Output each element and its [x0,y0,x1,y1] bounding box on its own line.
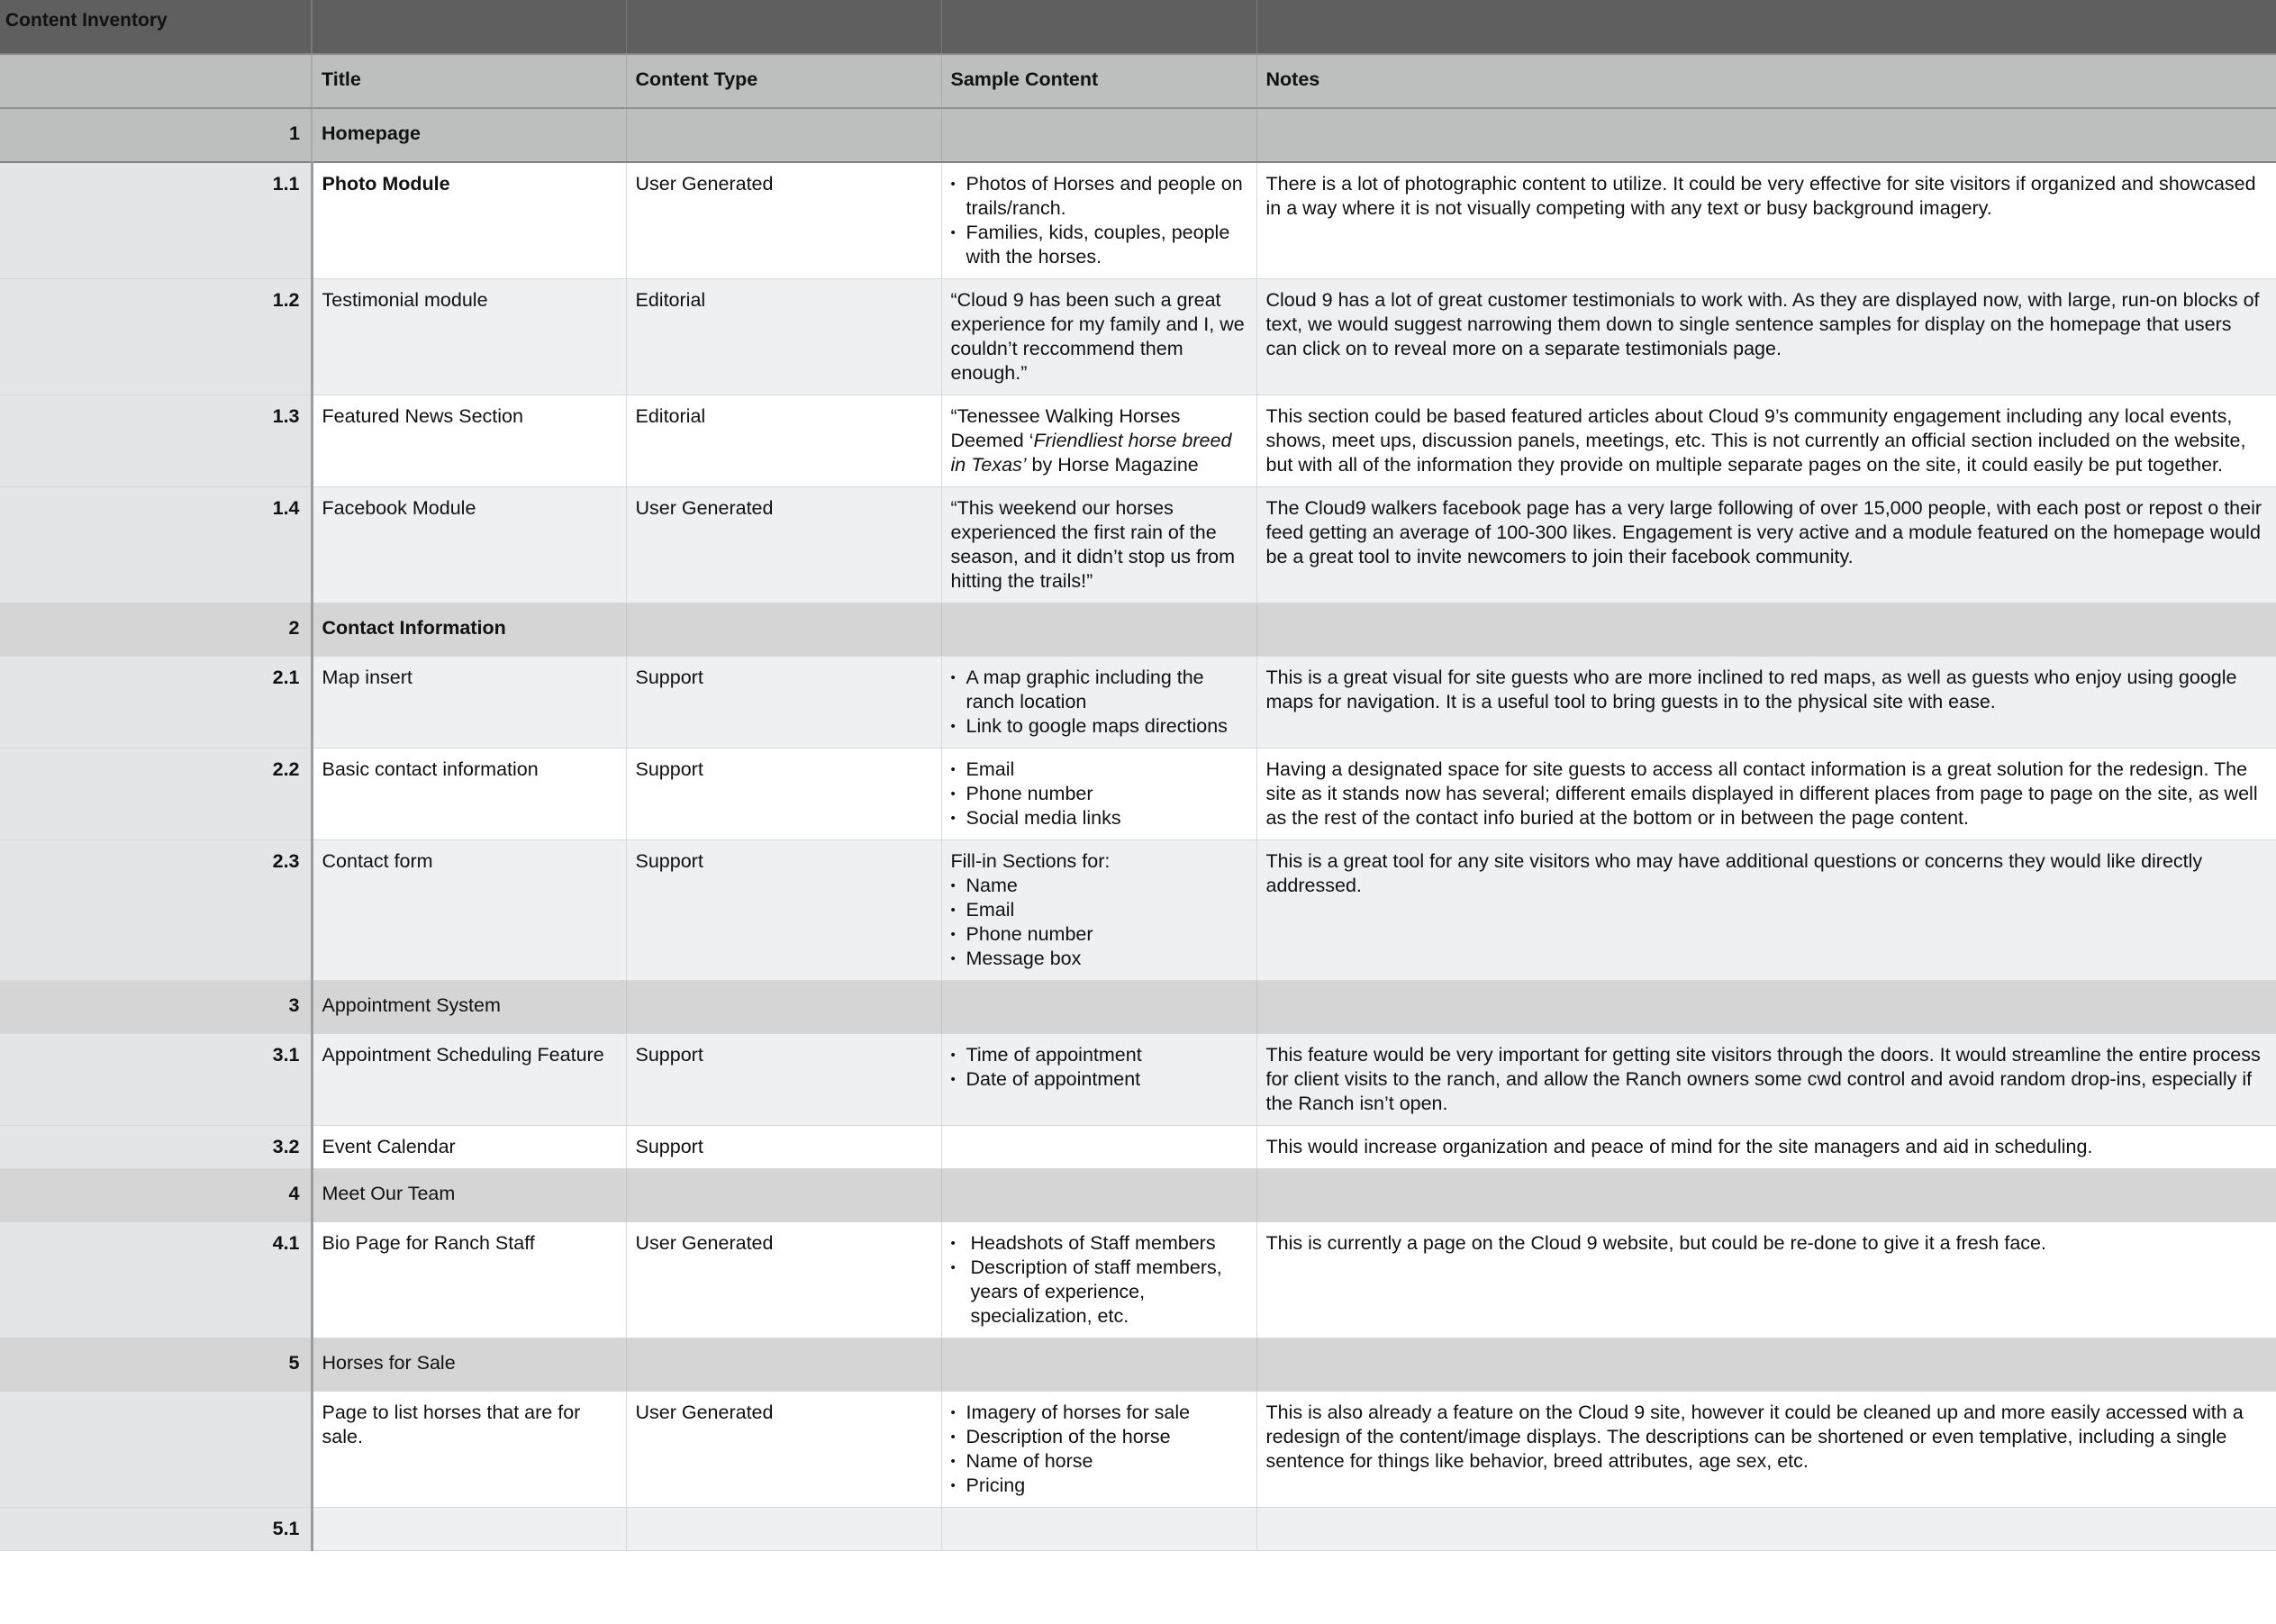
sample-content-cell[interactable] [941,840,1256,981]
notes-cell[interactable]: This is a great visual for site guests who are more inclined to red maps, as well as guests who enjoy using google maps for navigation. It is a useful tool to bring guests in to the physical site with ease. [1256,657,2276,748]
bullet-item: • Time of appointment [951,1043,1247,1067]
bullet-item: • Phone number [951,782,1247,806]
bullet-item: • Phone number [951,922,1247,947]
bullet-item: • Link to google maps directions [951,714,1247,739]
title-cell[interactable]: Testimonial module [312,279,626,395]
bullet-item: • Headshots of Staff members [951,1231,1247,1256]
section-title-cell[interactable]: Homepage [312,108,626,162]
table-cell[interactable] [626,108,941,162]
table-row [0,840,2276,981]
content-type-cell[interactable]: Editorial [626,395,941,487]
row-number-cell[interactable]: 2.3 [0,840,312,981]
table-row [0,657,2276,748]
bullet-item: • Families, kids, couples, people with the horses. [951,221,1247,269]
section-title-cell[interactable]: Meet Our Team [312,1169,626,1222]
notes-cell[interactable]: Cloud 9 has a lot of great customer testimonials to work with. As they are displayed now, with large, run-on blocks of text, we would suggest narrowing them down to single sentence samples for display on the homepage that users can click on to reveal more on a separate testimonials page. [1256,279,2276,395]
title-cell[interactable]: Facebook Module [312,487,626,603]
sample-lead-text: Fill-in Sections for: [950,850,1111,872]
notes-cell[interactable]: This section could be based featured articles about Cloud 9’s community engagement including any local events, shows, meet ups, discussion panels, meetings, etc. This is not currently an official section included on the website, but with all of the information they provide on multiple separate pages on the site, it could easily be put together. [1256,395,2276,487]
sample-text: by Horse Magazine [1026,454,1199,476]
title-cell[interactable]: Contact form [312,840,626,981]
row-number-cell[interactable]: 2.2 [0,748,312,840]
table-row [0,1392,2276,1508]
table-cell[interactable] [626,603,941,657]
section-row-horses-for-sale [0,1338,2276,1392]
table-row [0,1222,2276,1338]
title-cell[interactable]: Photo Module [312,162,626,279]
section-row-meet-our-team [0,1169,2276,1222]
sample-text: “Tenessee Walking Horses Deemed ‘ [950,405,1181,451]
title-bar-cell[interactable] [941,0,1256,54]
title-cell[interactable]: Basic contact information [312,748,626,840]
sample-content-cell[interactable] [941,162,1256,279]
sample-content-cell[interactable]: “This weekend our horses experienced the first rain of the season, and it didn’t stop us from hitting the trails!” [941,487,1256,603]
title-cell[interactable]: Map insert [312,657,626,748]
row-number-cell[interactable]: 1.4 [0,487,312,603]
notes-cell[interactable]: The Cloud9 walkers facebook page has a very large following of over 15,000 people, with each post or repost o their feed getting an average of 100-300 likes. Engagement is very active and a module featured on the homepage would be a great tool to invite newcomers to join their facebook community. [1256,487,2276,603]
table-row [0,279,2276,395]
notes-cell[interactable]: This is a great tool for any site visitors who may have additional questions or concerns they would like directly addressed. [1256,840,2276,981]
content-type-cell[interactable]: Support [626,1034,941,1126]
title-bar-cell[interactable] [1256,0,2276,54]
table-cell[interactable] [941,603,1256,657]
table-row [0,1126,2276,1169]
row-number-cell[interactable]: 3.1 [0,1034,312,1126]
header-cell-content-type[interactable]: Content Type [626,54,941,108]
section-title-cell[interactable]: Appointment System [312,981,626,1034]
sample-content-cell[interactable] [941,1392,1256,1508]
section-number-cell[interactable]: 3 [0,981,312,1034]
table-cell[interactable] [626,981,941,1034]
content-type-cell[interactable]: Editorial [626,279,941,395]
title-cell[interactable]: Bio Page for Ranch Staff [312,1222,626,1338]
table-cell[interactable] [626,1169,941,1222]
content-type-cell[interactable]: User Generated [626,1392,941,1508]
notes-cell[interactable]: This would increase organization and peace of mind for the site managers and aid in scheduling. [1256,1126,2276,1169]
notes-cell[interactable]: This is currently a page on the Cloud 9 website, but could be re-done to give it a fresh face. [1256,1222,2276,1338]
table-row [0,162,2276,279]
table-row [0,395,2276,487]
content-type-cell[interactable]: Support [626,1126,941,1169]
row-number-cell[interactable]: 4.1 [0,1222,312,1338]
table-cell[interactable] [626,1338,941,1392]
table-cell[interactable] [1256,981,2276,1034]
header-cell-sample-content[interactable]: Sample Content [941,54,1256,108]
column-header-row [0,54,2276,108]
row-number-cell[interactable]: 1.2 [0,279,312,395]
table-cell[interactable] [1256,603,2276,657]
section-number-cell[interactable]: 1 [0,108,312,162]
table-cell[interactable] [1256,1338,2276,1392]
row-number-cell[interactable]: 2.1 [0,657,312,748]
table-row [0,748,2276,840]
notes-cell[interactable]: There is a lot of photographic content to utilize. It could be very effective for site visitors if organized and showcased in a way where it is not visually competing with any text or busy background imagery. [1256,162,2276,279]
header-cell-number[interactable] [0,54,312,108]
table-cell[interactable] [1256,108,2276,162]
sample-content-cell[interactable] [941,1126,1256,1169]
table-row [0,487,2276,603]
notes-cell[interactable]: Having a designated space for site guests to access all contact information is a great solution for the redesign. The site as it stands now has several; different emails displayed in different places from page to page on the site, as well as the rest of the contact info buried at the bottom or in between the page content. [1256,748,2276,840]
table-row [0,1508,2276,1551]
header-cell-notes[interactable]: Notes [1256,54,2276,108]
sample-content-cell[interactable] [941,395,1256,487]
bullet-item: • Description of staff members, years of experience, specialization, etc. [951,1256,1247,1329]
sample-content-cell[interactable] [941,1222,1256,1338]
title-bar-cell[interactable] [312,0,626,54]
bullet-item: • Message box [951,947,1247,971]
content-type-cell[interactable]: Support [626,840,941,981]
table-cell[interactable] [941,108,1256,162]
bullet-item: • Social media links [951,806,1247,830]
title-bar-cell[interactable] [626,0,941,54]
notes-cell[interactable]: This feature would be very important for getting site visitors through the doors. It would streamline the entire process for client visits to the ranch, and allow the Ranch owners some cwd control and avoid random drop-ins, especially if the Ranch isn’t open. [1256,1034,2276,1126]
content-type-cell[interactable]: Support [626,657,941,748]
sample-content-cell[interactable] [941,748,1256,840]
title-cell[interactable]: Appointment Scheduling Feature [312,1034,626,1126]
row-number-cell[interactable]: 5.1 [0,1508,312,1551]
section-title-cell[interactable]: Contact Information [312,603,626,657]
table-row [0,1034,2276,1126]
section-row-contact-information [0,603,2276,657]
sample-content-cell[interactable] [941,657,1256,748]
content-type-cell[interactable]: User Generated [626,162,941,279]
bullet-item: • Name of horse [951,1449,1247,1474]
section-number-cell[interactable]: 2 [0,603,312,657]
sheet-title-row [0,0,2276,54]
bullet-item: • Name [951,874,1247,898]
bullet-item: • Date of appointment [951,1067,1247,1092]
row-number-cell[interactable] [0,1392,312,1508]
table-cell[interactable] [941,1169,1256,1222]
sample-content-cell[interactable] [941,1034,1256,1126]
bullet-item: • A map graphic including the ranch location [951,666,1247,714]
section-number-cell[interactable]: 5 [0,1338,312,1392]
section-row-homepage [0,108,2276,162]
sample-content-cell[interactable]: “Cloud 9 has been such a great experience for my family and I, we couldn’t reccommend them enough.” [941,279,1256,395]
bullet-item: • Description of the horse [951,1425,1247,1449]
table-cell[interactable] [941,981,1256,1034]
sample-content-cell[interactable] [941,1508,1256,1551]
title-cell[interactable]: Event Calendar [312,1126,626,1169]
sheet-title-cell[interactable] [0,0,312,54]
title-cell[interactable]: Featured News Section [312,395,626,487]
notes-cell[interactable]: This is also already a feature on the Cloud 9 site, however it could be cleaned up and more easily accessed with a redesign of the content/image displays. The descriptions can be shortened or even templative, including a single sentence for things like behavior, breed attributes, age sex, etc. [1256,1392,2276,1508]
notes-cell[interactable] [1256,1508,2276,1551]
row-number-cell[interactable]: 3.2 [0,1126,312,1169]
sample-italic-text: Friendliest horse breed in Texas’ [950,430,1232,476]
table-cell[interactable] [941,1338,1256,1392]
title-cell[interactable] [312,1508,626,1551]
section-row-appointment-system [0,981,2276,1034]
row-number-cell[interactable]: 1.3 [0,395,312,487]
title-cell[interactable]: Page to list horses that are for sale. [312,1392,626,1508]
content-type-cell[interactable]: User Generated [626,487,941,603]
content-type-cell[interactable] [626,1508,941,1551]
section-title-cell[interactable]: Horses for Sale [312,1338,626,1392]
table-cell[interactable] [1256,1169,2276,1222]
bullet-item: • Pricing [951,1474,1247,1498]
sheet-title: Content Inventory [5,10,168,31]
content-type-cell[interactable]: Support [626,748,941,840]
bullet-item: • Email [951,758,1247,782]
section-number-cell[interactable]: 4 [0,1169,312,1222]
bullet-item: • Photos of Horses and people on trails/ranch. [951,172,1247,221]
content-type-cell[interactable]: User Generated [626,1222,941,1338]
bullet-item: • Email [951,898,1247,922]
row-number-cell[interactable]: 1.1 [0,162,312,279]
header-cell-title[interactable]: Title [312,54,626,108]
bullet-item: • Imagery of horses for sale [951,1401,1247,1425]
